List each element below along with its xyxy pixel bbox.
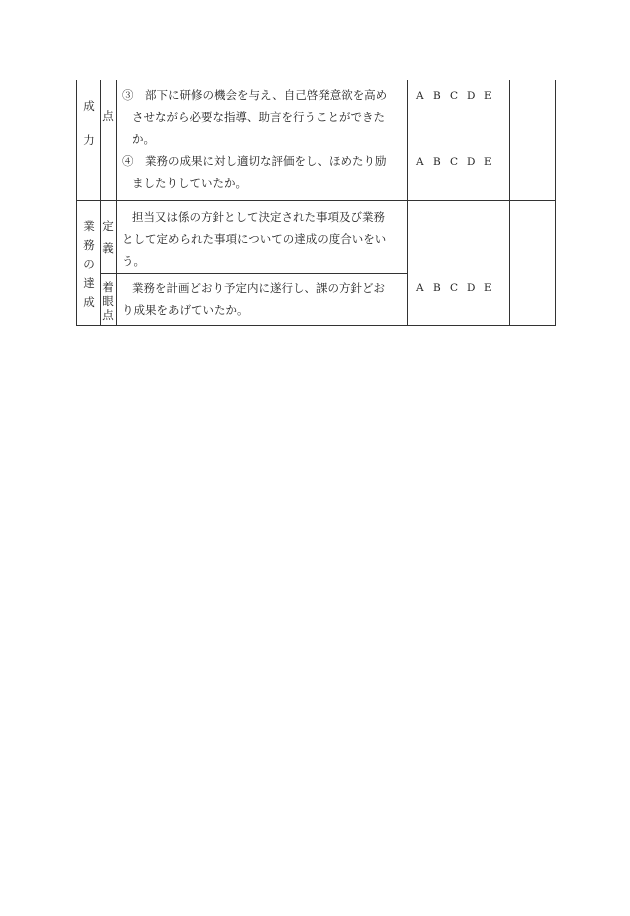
focus-label-char: 点	[102, 308, 114, 322]
category-char: 業	[83, 219, 95, 233]
focus-line-2: り成果をあげていたか。	[122, 303, 249, 317]
grade-c: C	[450, 90, 459, 102]
category-char: 力	[83, 133, 95, 147]
definition-line-3: う。	[122, 254, 145, 268]
grade-b: B	[433, 156, 441, 168]
grade-a: A	[416, 156, 424, 168]
category-char: 成	[83, 295, 95, 309]
item-4-line-2: ましたりしていたか。	[132, 176, 247, 190]
border-bottom	[76, 325, 556, 326]
grade-a: A	[416, 282, 424, 294]
grade-scale-row-1	[416, 90, 501, 102]
item-3-line-3: か。	[132, 132, 155, 146]
category-char: 成	[83, 99, 95, 113]
focus-line-1: 業務を計画どおり予定内に遂行し、課の方針どお	[132, 281, 385, 295]
item-3-line-1: ③ 部下に研修の機会を与え、自己啓発意欲を高め	[122, 88, 388, 102]
divider-remarks	[509, 80, 510, 326]
grade-b: B	[433, 282, 441, 294]
border-left	[76, 80, 77, 326]
item-4-line-1: ④ 業務の成果に対し適切な評価をし、ほめたり励	[122, 154, 387, 168]
definition-label-char: 義	[102, 241, 114, 255]
grade-c: C	[450, 156, 459, 168]
border-right	[555, 80, 556, 326]
category-char: 務	[83, 238, 95, 252]
definition-line-1: 担当又は係の方針として決定された事項及び業務	[132, 210, 385, 224]
grade-d: D	[467, 156, 476, 168]
grade-e: E	[484, 156, 492, 168]
grade-a: A	[416, 90, 424, 102]
grade-d: D	[467, 282, 476, 294]
grade-e: E	[484, 282, 492, 294]
grade-b: B	[433, 90, 441, 102]
grade-d: D	[467, 90, 476, 102]
evaluation-table	[76, 80, 556, 326]
grade-c: C	[450, 282, 459, 294]
sub-row-divider	[100, 273, 408, 274]
category-char: の	[83, 257, 95, 271]
definition-label-char: 定	[102, 219, 114, 233]
grade-e: E	[484, 90, 492, 102]
row-divider	[76, 200, 556, 201]
focus-label-char: 着	[102, 280, 114, 294]
definition-line-2: として定められた事項についての達成の度合いをい	[122, 232, 387, 246]
grade-scale-row-2	[416, 156, 501, 168]
item-3-line-2: させながら必要な指導、助言を行うことができた	[132, 110, 385, 124]
category-char: 達	[83, 276, 95, 290]
divider-grades	[407, 80, 408, 326]
sub-label: 点	[102, 109, 114, 123]
focus-label-char: 眼	[102, 294, 114, 308]
grade-scale-row-3	[416, 282, 501, 294]
